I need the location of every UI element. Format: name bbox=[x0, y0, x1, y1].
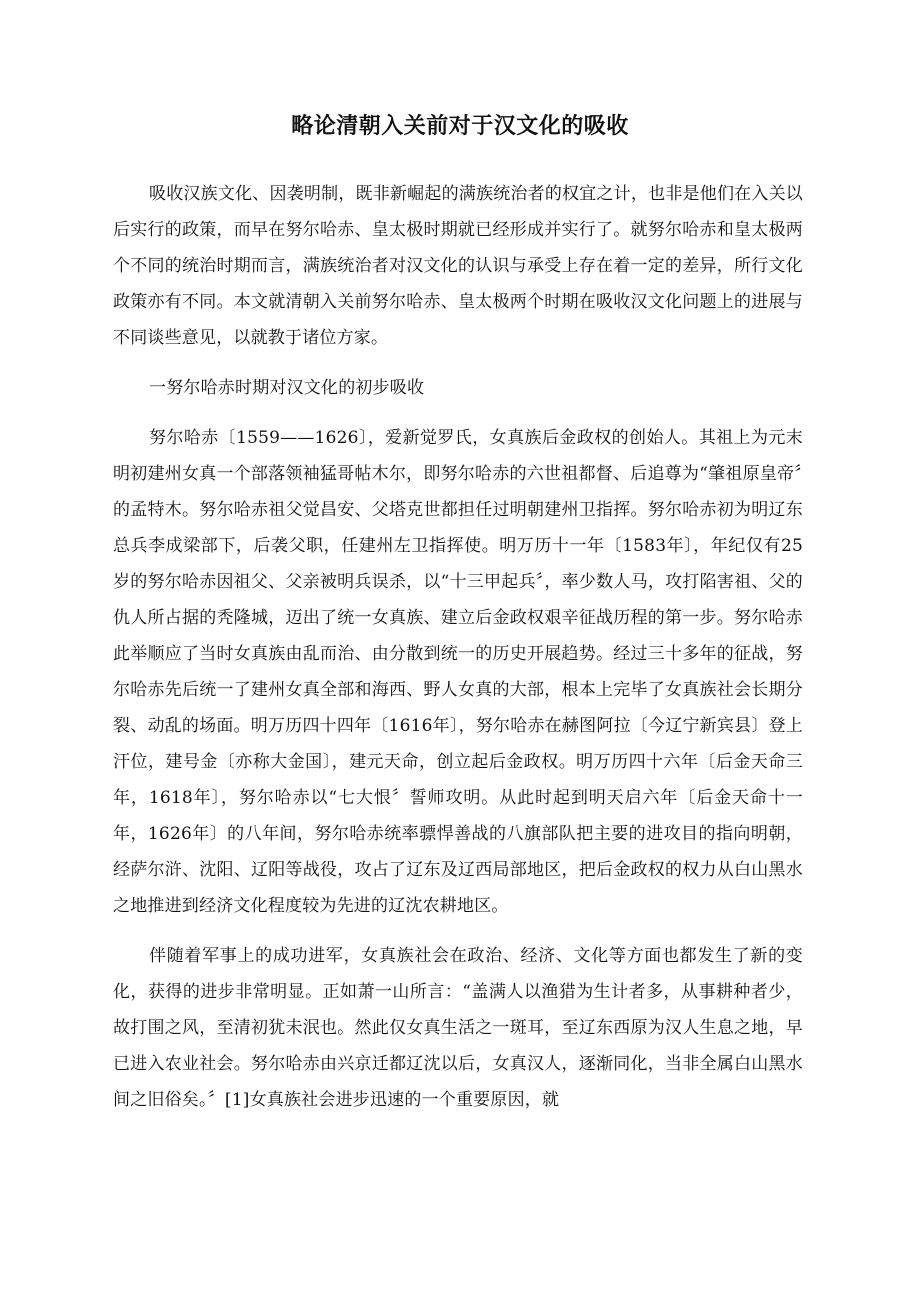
body-paragraph: 努尔哈赤〔1559——1626〕，爱新觉罗氏，女真族后金政权的创始人。其祖上为元末明初建州女真一个部落领袖猛哥帖木尔，即努尔哈赤的六世祖都督、后追尊为“肇祖原皇帝〞的孟特木。努尔哈赤祖父觉昌安、父塔克世都担任过明朝建州卫指挥。努尔哈赤初为明辽东总兵李成梁部下，后袭父职，任建州左卫指挥使。明万历十一年〔1583年〕，年纪仅有25岁的努尔哈赤因祖父、父亲被明兵误杀，以“十三甲起兵〞，率少数人马，攻打陷害祖、父的仇人所占据的秃隆城，迈出了统一女真族、建立后金政权艰辛征战历程的第一步。努尔哈赤此举顺应了当时女真族由乱而治、由分散到统一的历史开展趋势。经过三十多年的征战，努尔哈赤先后统一了建州女真全部和海西、野人女真的大部，根本上完毕了女真族社会长期分裂、动乱的场面。明万历四十四年〔1616年〕，努尔哈赤在赫图阿拉〔今辽宁新宾县〕登上汗位，建号金〔亦称大金国〕，建元天命，创立起后金政权。明万历四十六年〔后金天命三年，1618年〕，努尔哈赤以“七大恨〞誓师攻明。从此时起到明天启六年〔后金天命十一年，1626年〕的八年间，努尔哈赤统率骠悍善战的八旗部队把主要的进攻目的指向明朝，经萨尔浒、沈阳、辽阳等战役，攻占了辽东及辽西局部地区，把后金政权的权力从白山黑水之地推进到经济文化程度较为先进的辽沈农耕地区。 bbox=[113, 428, 803, 916]
document-title: 略论清朝入关前对于汉文化的吸收 bbox=[291, 114, 629, 139]
intro-paragraph: 吸收汉族文化、因袭明制，既非新崛起的满族统治者的权宜之计，也非是他们在入关以后实行的政策，而早在努尔哈赤、皇太极时期就已经形成并实行了。就努尔哈赤和皇太极两个不同的统治时期而言，满族统治者对汉文化的认识与承受上存在着一定的差异，所行文化政策亦有不同。本文就清朝入关前努尔哈赤、皇太极两个时期在吸收汉文化问题上的进展与不同谈些意见，以就教于诸位方家。 bbox=[113, 184, 803, 348]
section-heading: 一努尔哈赤时期对汉文化的初步吸收 bbox=[149, 378, 425, 398]
body-paragraph: 伴随着军事上的成功进军，女真族社会在政治、经济、文化等方面也都发生了新的变化，获得的进步非常明显。正如萧一山所言：“盖满人以渔猎为生计者多，从事耕种者少，故打围之风，至清初犹未泯也。然此仅女真生活之一斑耳，至辽东西原为汉人生息之地，早已进入农业社会。努尔哈赤由兴京迁都辽沈以后，女真汉人，逐渐同化，当非全属白山黑水间之旧俗矣。〞[1]女真族社会进步迅速的一个重要原因，就 bbox=[113, 946, 803, 1110]
document-body bbox=[113, 176, 803, 1132]
